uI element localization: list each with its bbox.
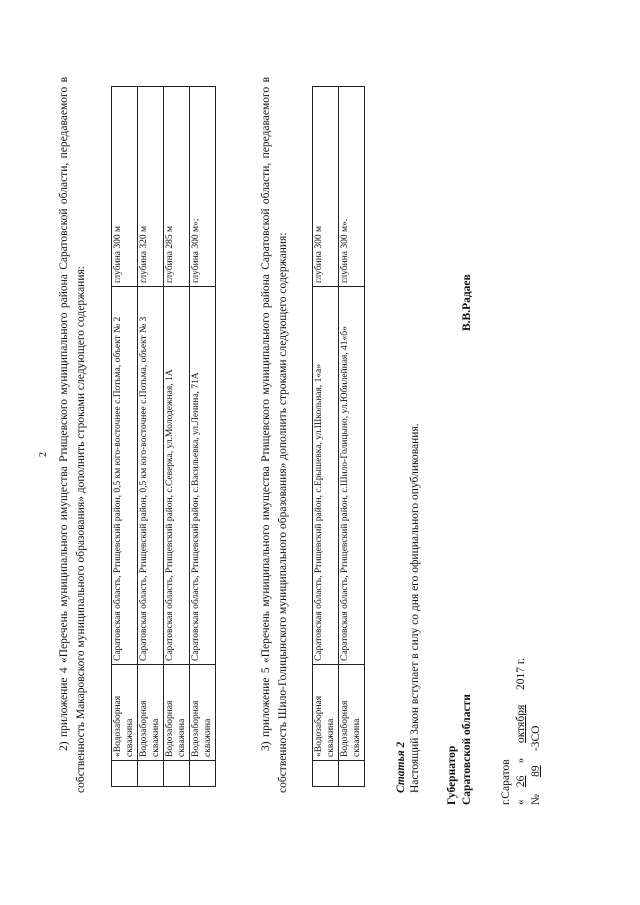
table-cell-address: Саратовская область, Ртищевский район, 0,5 км юго-восточнее с.Потьма, объект № 3 xyxy=(138,287,164,665)
table-cell-spec: глубина 300 м xyxy=(313,87,339,287)
table-cell-name: «Водозаборная скважина xyxy=(313,665,339,761)
table-row xyxy=(112,87,138,787)
law-number xyxy=(530,726,542,805)
table-cell-address: Саратовская область, Ртищевский район, с.Шило-Голицыно, ул.Юбилейная, 41«б» xyxy=(339,287,365,665)
table-row xyxy=(339,87,365,787)
table-cell-spec: глубина 300 м»; xyxy=(190,87,216,287)
table-cell-spec: глубина 320 м xyxy=(138,87,164,287)
paragraph-appendix-4: 2) приложение 4 «Перечень муниципального имущества Ртищевского муниципального района Саратовской области, передаваемого в собственность Макаровского муниципального образования» дополнить строками следующего содержания: xyxy=(58,77,87,793)
article-title: Статья 2 xyxy=(395,741,407,793)
table-row xyxy=(190,87,216,787)
table-cell-number xyxy=(112,761,138,787)
date-open-quote: « xyxy=(515,799,527,805)
number-label: № xyxy=(530,794,542,805)
table-cell-number xyxy=(339,761,365,787)
table-cell-name: Водозаборная скважина xyxy=(339,665,365,761)
table-cell-address: Саратовская область, Ртищевский район, 0,5 км юго-восточнее с.Потьма, объект № 2 xyxy=(112,287,138,665)
table-cell-number xyxy=(138,761,164,787)
table-cell-number xyxy=(164,761,190,787)
number-value: 89 xyxy=(530,765,542,777)
table-cell-spec: глубина 285 м xyxy=(164,87,190,287)
table-cell-address: Саратовская область, Ртищевский район, с.Васильевка, ул.Ленина, 71А xyxy=(190,287,216,665)
date-day: 26 xyxy=(515,775,527,788)
signatory-name: В.В.Радаев xyxy=(461,274,473,331)
table-row xyxy=(138,87,164,787)
table-cell-spec: глубина 300 м». xyxy=(339,87,365,287)
table-row xyxy=(313,87,339,787)
table-cell-number xyxy=(313,761,339,787)
page-number: 2 xyxy=(38,452,49,457)
date-month: октября xyxy=(515,704,527,743)
signatory-title-line2: Саратовской области xyxy=(461,694,473,805)
number-suffix: -ЗСО xyxy=(530,725,542,752)
table-cell-address: Саратовская область, Ртищевский район, с.Северка, ул.Молодежная, 1А xyxy=(164,287,190,665)
date-year: 2017 г. xyxy=(515,657,527,690)
article-text: Настоящий Закон вступает в силу со дня его официального опубликования. xyxy=(409,423,421,793)
table-cell-name: Водозаборная скважина xyxy=(164,665,190,761)
table-cell-name: Водозаборная скважина xyxy=(190,665,216,761)
signing-date xyxy=(515,658,527,805)
table-cell-address: Саратовская область, Ртищевский район, с.Ерышевка, ул.Школьная, 1«а» xyxy=(313,287,339,665)
table-cell-number xyxy=(190,761,216,787)
property-table-makarovskoe xyxy=(111,86,216,787)
date-close-quote: » xyxy=(515,757,527,764)
table-row xyxy=(164,87,190,787)
table-cell-name: Водозаборная скважина xyxy=(138,665,164,761)
table-cell-name: «Водозаборная скважина xyxy=(112,665,138,761)
paragraph-appendix-5: 3) приложение 5 «Перечень муниципального имущества Ртищевского муниципального района Саратовской области, передаваемого в собственность Шило-Голицынского муниципального образования» дополнить строками следующего содержания: xyxy=(260,77,289,793)
signing-place: г.Саратов xyxy=(500,759,512,805)
property-table-shilo-golitsyno xyxy=(312,86,365,787)
signatory-title-line1: Губернатор xyxy=(446,745,458,805)
table-cell-spec: глубина 300 м xyxy=(112,87,138,287)
